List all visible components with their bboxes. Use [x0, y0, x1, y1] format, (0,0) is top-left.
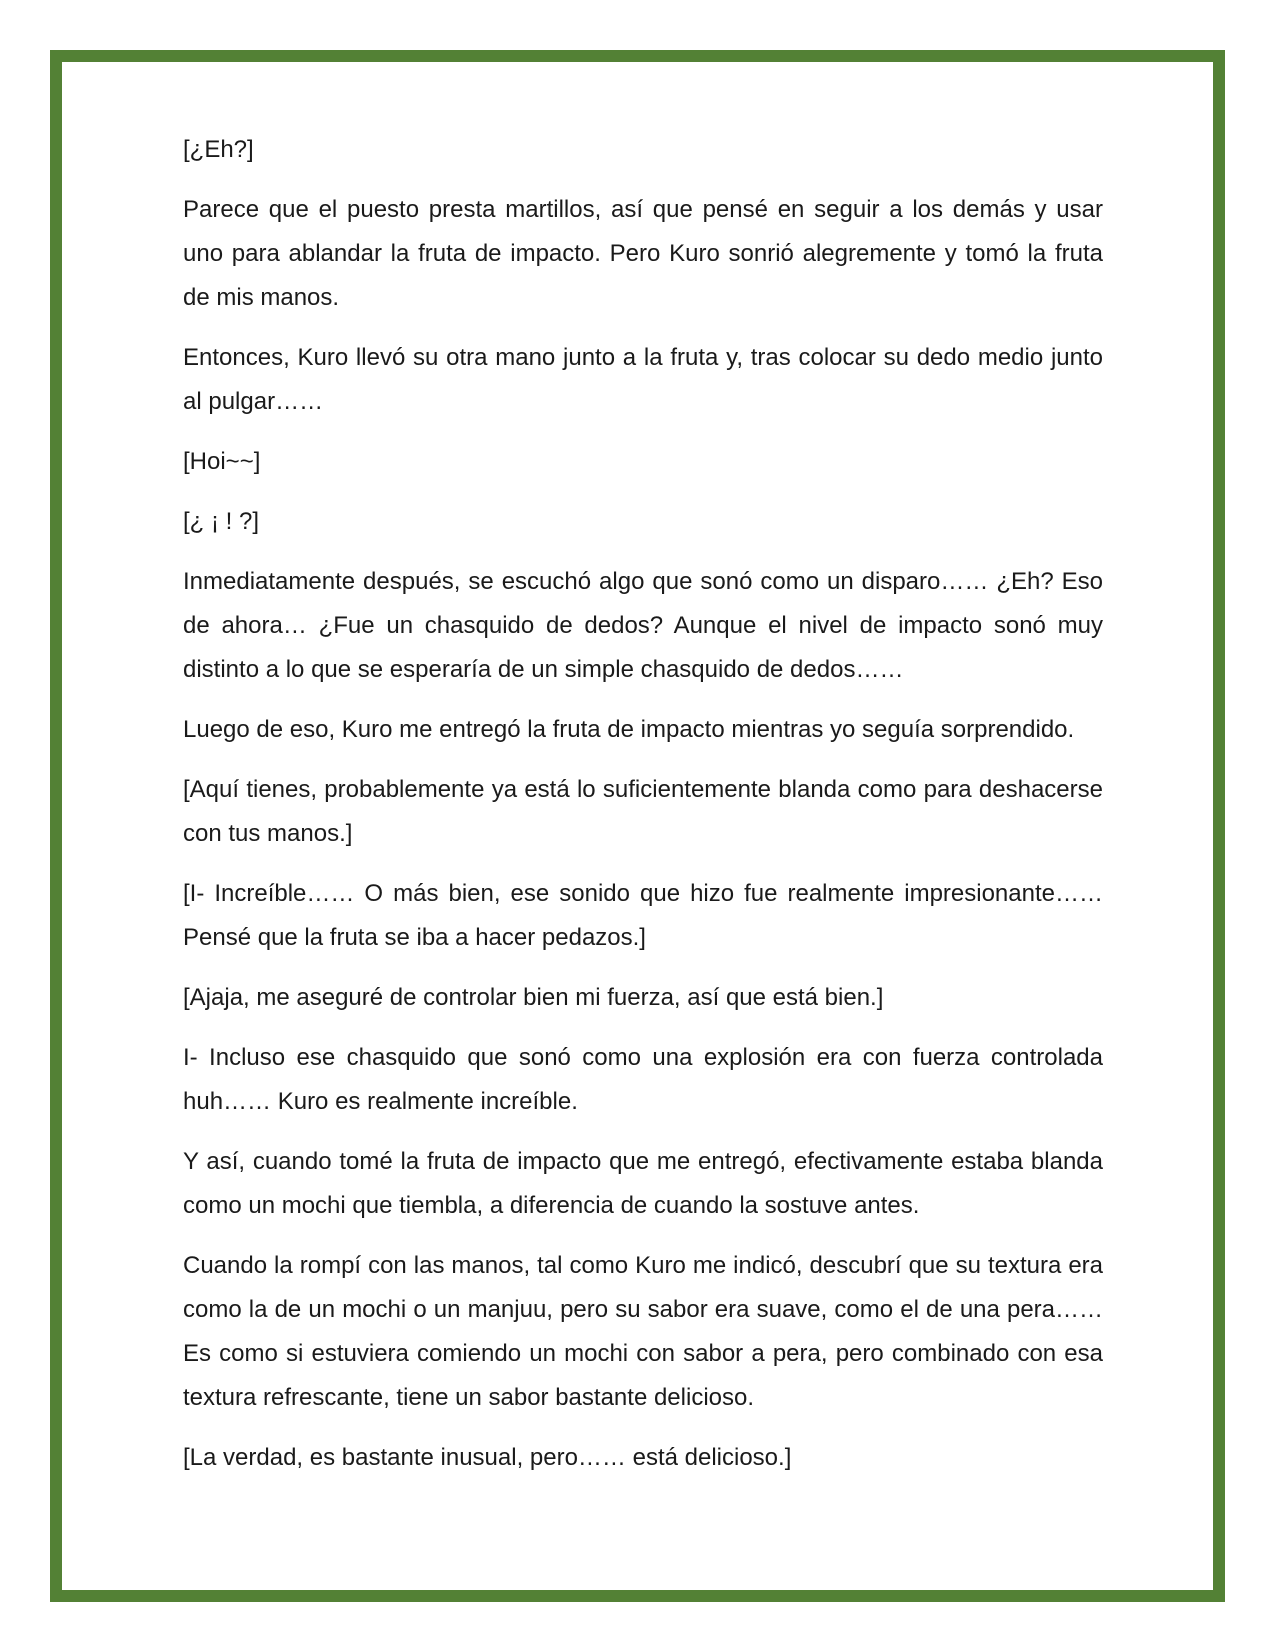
- paragraph: Inmediatamente después, se escuchó algo que sonó como un disparo…… ¿Eh? Eso de ahora… ¿Fue un chasquido de dedos? Aunque el nivel de impacto sonó muy distinto a lo que se esperaría de un simple chasquido de dedos……: [183, 568, 1103, 683]
- paragraph: [Ajaja, me aseguré de controlar bien mi fuerza, así que está bien.]: [183, 984, 884, 1011]
- paragraph: [Hoi~~]: [183, 448, 261, 475]
- page-frame: [50, 50, 1225, 1602]
- paragraph: I- Incluso ese chasquido que sonó como una explosión era con fuerza controlada huh…… Kuro es realmente increíble.: [183, 1044, 1103, 1115]
- paragraph: Entonces, Kuro llevó su otra mano junto a la fruta y, tras colocar su dedo medio junto al pulgar……: [183, 344, 1103, 415]
- paragraph: Cuando la rompí con las manos, tal como Kuro me indicó, descubrí que su textura era como la de un mochi o un manjuu, pero su sabor era suave, como el de una pera…… Es como si estuviera comiendo un mochi con sabor a pera, pero combinado con esa textura refrescante, tiene un sabor bastante delicioso.: [183, 1252, 1103, 1411]
- paragraph: [Aquí tienes, probablemente ya está lo suficientemente blanda como para deshacerse con tus manos.]: [183, 776, 1103, 847]
- paragraph: Parece que el puesto presta martillos, así que pensé en seguir a los demás y usar uno para ablandar la fruta de impacto. Pero Kuro sonrió alegremente y tomó la fruta de mis manos.: [183, 196, 1103, 311]
- paragraph: Luego de eso, Kuro me entregó la fruta de impacto mientras yo seguía sorprendido.: [183, 716, 1075, 743]
- paragraph: [I- Increíble…… O más bien, ese sonido que hizo fue realmente impresionante…… Pensé que la fruta se iba a hacer pedazos.]: [183, 880, 1103, 951]
- paragraph: Y así, cuando tomé la fruta de impacto que me entregó, efectivamente estaba blanda como un mochi que tiembla, a diferencia de cuando la sostuve antes.: [183, 1148, 1103, 1219]
- paragraph: [¿ ¡ ! ?]: [183, 508, 260, 535]
- paragraph: [La verdad, es bastante inusual, pero…… está delicioso.]: [183, 1444, 792, 1471]
- document-body: [183, 128, 1103, 1496]
- paragraph: [¿Eh?]: [183, 136, 254, 163]
